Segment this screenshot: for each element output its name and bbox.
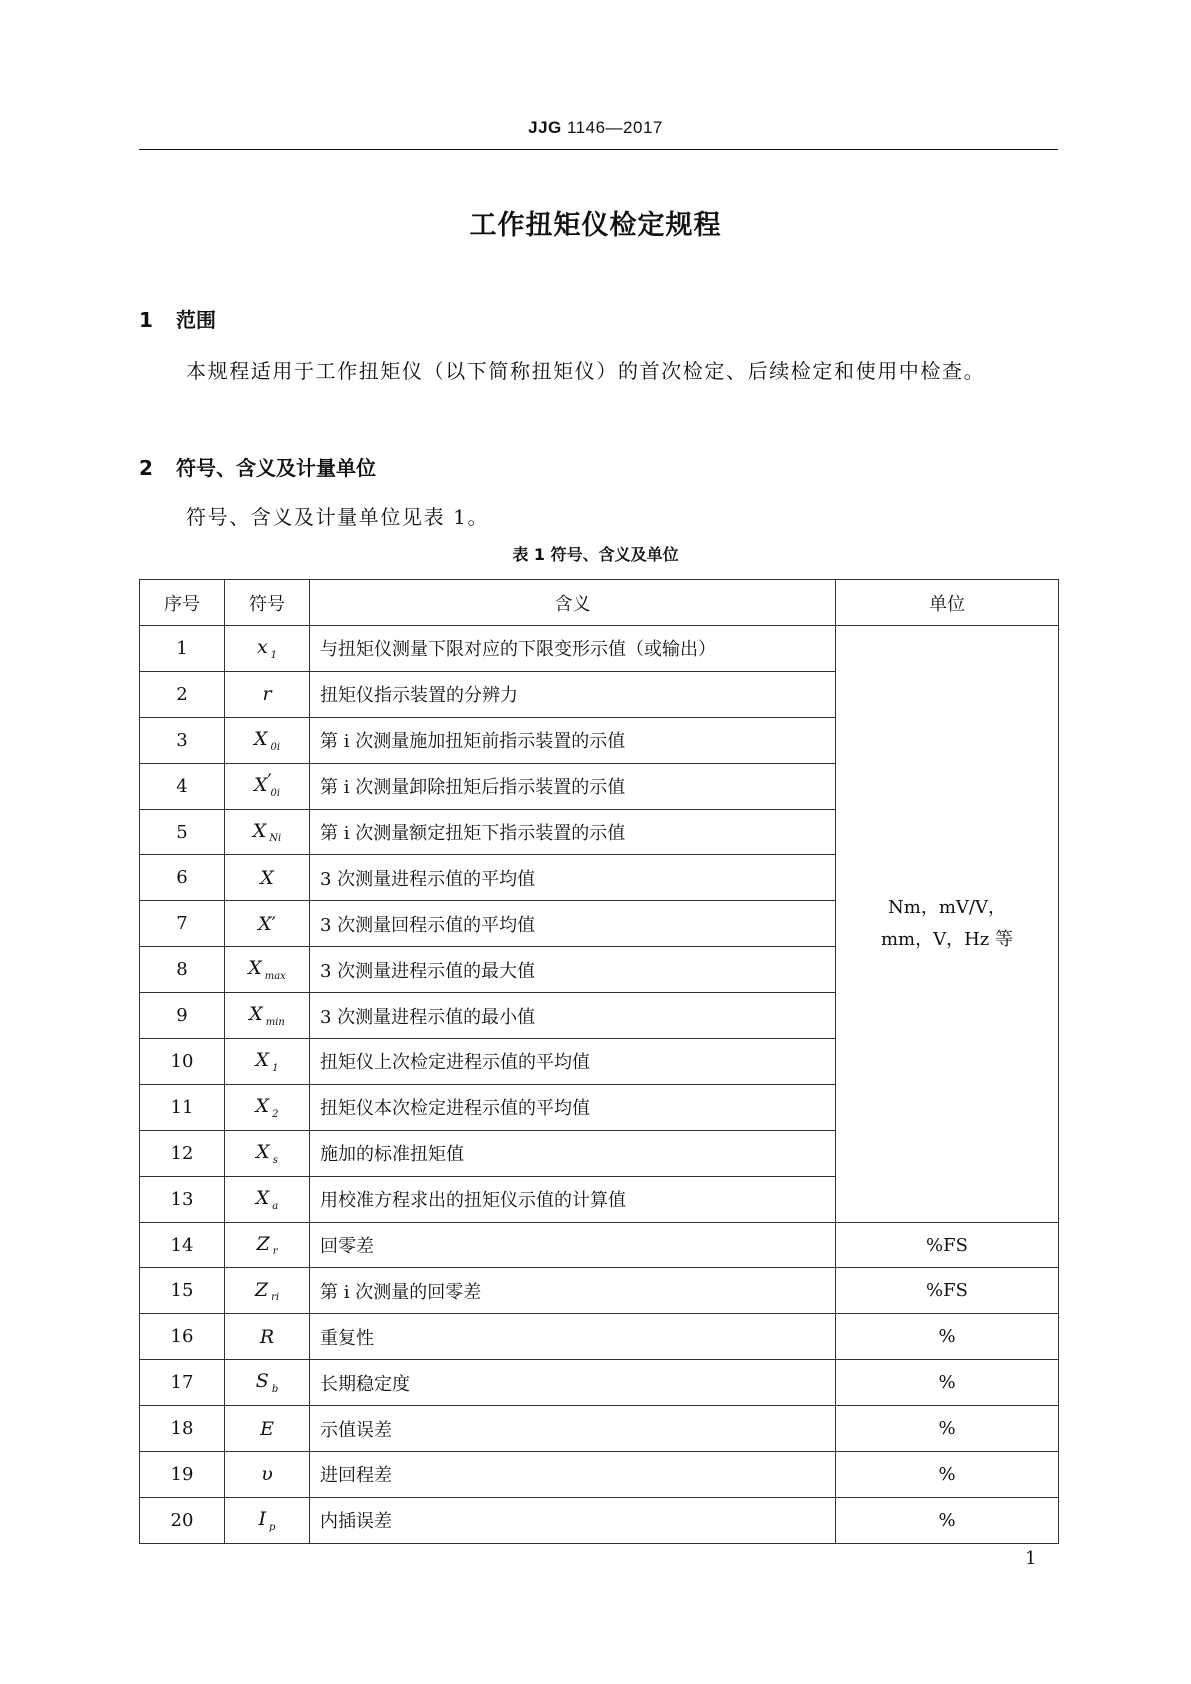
- meaning-cell: 回零差: [310, 1222, 836, 1268]
- symbol-subscript: a: [272, 1200, 279, 1212]
- symbol-subscript: 2: [272, 1108, 279, 1120]
- symbol-subscript: max: [264, 971, 286, 983]
- symbol-base: X: [248, 957, 262, 980]
- symbol-cell: [225, 809, 310, 855]
- symbol-cell: [225, 1222, 310, 1268]
- symbol-base: S: [255, 1370, 269, 1393]
- symbol-base: X: [253, 727, 268, 750]
- symbol-cell: [225, 947, 310, 993]
- meaning-cell: 第 i 次测量的回零差: [310, 1268, 836, 1314]
- symbol-cell: $X'_{0i}$: [225, 763, 310, 809]
- table-row: [140, 626, 1059, 672]
- unit-cell: %: [836, 1452, 1059, 1498]
- symbol-cell: [225, 1039, 310, 1085]
- meaning-cell: 内插误差: [310, 1497, 836, 1543]
- symbol-base: X: [255, 1186, 270, 1209]
- meaning-cell: 长期稳定度: [310, 1360, 836, 1406]
- symbol-subscript: b: [271, 1384, 279, 1396]
- symbol-base: X: [260, 866, 274, 889]
- symbols-table: [139, 579, 1059, 1544]
- merged-unit-cell: [836, 626, 1059, 1223]
- symbol-base: R: [259, 1325, 275, 1348]
- table-row: [140, 1360, 1059, 1406]
- symbol-base: X: [253, 773, 268, 796]
- symbol-base: X: [255, 1049, 270, 1072]
- symbol-base: X: [252, 819, 267, 842]
- row-number-cell: 17: [140, 1360, 225, 1406]
- symbol-base: Z: [256, 1232, 270, 1255]
- symbol-cell: [225, 1360, 310, 1406]
- row-number-cell: 14: [140, 1222, 225, 1268]
- symbol-cell: [225, 717, 310, 763]
- symbol-cell: [225, 626, 310, 672]
- symbol-base: X: [249, 1003, 263, 1026]
- meaning-cell: 3 次测量进程示值的最大值: [310, 947, 836, 993]
- symbol-cell: [225, 901, 310, 947]
- meaning-cell: 示值误差: [310, 1406, 836, 1452]
- row-number-cell: 13: [140, 1176, 225, 1222]
- symbol-cell: [225, 855, 310, 901]
- code-rest: 1146—2017: [561, 118, 663, 137]
- symbol-subscript: p: [269, 1521, 276, 1533]
- document-code-header: [0, 118, 1191, 138]
- section-2-heading: [139, 452, 376, 481]
- row-number-cell: 20: [140, 1497, 225, 1543]
- row-number-cell: 1: [140, 626, 225, 672]
- table-row: [140, 1497, 1059, 1543]
- row-number-cell: 4: [140, 763, 225, 809]
- meaning-cell: 与扭矩仪测量下限对应的下限变形示值（或输出）: [310, 626, 836, 672]
- unit-cell: %: [836, 1406, 1059, 1452]
- symbol-subscript: min: [265, 1016, 285, 1028]
- row-number-cell: 5: [140, 809, 225, 855]
- row-number-cell: 8: [140, 947, 225, 993]
- symbol-base: x: [256, 636, 268, 659]
- symbol-cell: [225, 1084, 310, 1130]
- page-number: 1: [1025, 1548, 1037, 1569]
- row-number-cell: 6: [140, 855, 225, 901]
- meaning-cell: 扭矩仪指示装置的分辨力: [310, 671, 836, 717]
- table-caption: 表 1 符号、含义及单位: [512, 545, 679, 564]
- section-2-title: 符号、含义及计量单位: [176, 456, 376, 480]
- symbol-subscript: 1: [272, 1062, 279, 1074]
- meaning-cell: 用校准方程求出的扭矩仪示值的计算值: [310, 1176, 836, 1222]
- meaning-cell: 第 i 次测量额定扭矩下指示装置的示值: [310, 809, 836, 855]
- page-title: 工作扭矩仪检定规程: [469, 210, 722, 241]
- merged-unit-line: mm，V，Hz 等: [880, 928, 1014, 950]
- unit-cell: %FS: [836, 1222, 1059, 1268]
- section-1-title: 范围: [176, 308, 216, 332]
- symbol-subscript: 1: [270, 649, 278, 661]
- table-row: [140, 1406, 1059, 1452]
- table-header-row: [140, 580, 1059, 626]
- symbol-cell: [225, 1130, 310, 1176]
- row-number-cell: 11: [140, 1084, 225, 1130]
- symbol-prime: ′: [271, 912, 276, 935]
- table-row: [140, 1222, 1059, 1268]
- section-2-text: 符号、含义及计量单位见表 1。: [186, 505, 490, 529]
- symbol-subscript: s: [272, 1154, 278, 1166]
- table-row: [140, 1314, 1059, 1360]
- symbol-cell: [225, 1497, 310, 1543]
- meaning-cell: 3 次测量回程示值的平均值: [310, 901, 836, 947]
- row-number-cell: 7: [140, 901, 225, 947]
- meaning-cell: 扭矩仪上次检定进程示值的平均值: [310, 1039, 836, 1085]
- header-cell: 符号: [225, 580, 310, 626]
- row-number-cell: 10: [140, 1039, 225, 1085]
- meaning-cell: 重复性: [310, 1314, 836, 1360]
- symbol-base: X: [255, 1094, 270, 1117]
- meaning-cell: 扭矩仪本次检定进程示值的平均值: [310, 1084, 836, 1130]
- section-1-text: 本规程适用于工作扭矩仪（以下简称扭矩仪）的首次检定、后续检定和使用中检查。: [186, 359, 986, 383]
- unit-cell: %: [836, 1314, 1059, 1360]
- table-row: [140, 1452, 1059, 1498]
- symbol-base: X: [256, 1140, 270, 1163]
- symbol-subscript: Ni: [269, 833, 282, 845]
- symbol-cell: [225, 1452, 310, 1498]
- meaning-cell: 3 次测量进程示值的最小值: [310, 993, 836, 1039]
- row-number-cell: 19: [140, 1452, 225, 1498]
- symbol-subscript: r: [272, 1246, 278, 1258]
- header-cell: 含义: [310, 580, 836, 626]
- section-2-number: 2: [139, 456, 153, 480]
- code-prefix: JJG: [528, 118, 562, 137]
- symbol-base: Z: [254, 1278, 269, 1301]
- symbol-cell: [225, 1268, 310, 1314]
- symbol-base: r: [262, 683, 272, 706]
- meaning-cell: 3 次测量进程示值的平均值: [310, 855, 836, 901]
- meaning-cell: 进回程差: [310, 1452, 836, 1498]
- symbol-subscript: 0i: [270, 741, 281, 753]
- row-number-cell: 9: [140, 993, 225, 1039]
- unit-cell: %: [836, 1360, 1059, 1406]
- symbol-cell: [225, 1314, 310, 1360]
- header-rule: [139, 149, 1058, 150]
- header-cell: 序号: [140, 580, 225, 626]
- section-1-number: 1: [139, 308, 153, 332]
- meaning-cell: 施加的标准扭矩值: [310, 1130, 836, 1176]
- row-number-cell: 3: [140, 717, 225, 763]
- symbol-base: E: [260, 1417, 274, 1440]
- row-number-cell: 2: [140, 671, 225, 717]
- row-number-cell: 15: [140, 1268, 225, 1314]
- symbol-base: X: [258, 912, 272, 935]
- section-1-heading: [139, 304, 216, 333]
- symbol-base: I: [258, 1507, 267, 1530]
- symbol-subscript: ri: [271, 1292, 280, 1304]
- symbol-cell: [225, 1176, 310, 1222]
- symbol-cell: [225, 1406, 310, 1452]
- merged-unit-line: Nm，mV/V，: [888, 896, 1006, 918]
- symbol-base: υ: [261, 1463, 273, 1486]
- symbol-cell: [225, 993, 310, 1039]
- row-number-cell: 16: [140, 1314, 225, 1360]
- row-number-cell: 12: [140, 1130, 225, 1176]
- unit-cell: %FS: [836, 1268, 1059, 1314]
- meaning-cell: 第 i 次测量卸除扭矩后指示装置的示值: [310, 763, 836, 809]
- row-number-cell: 18: [140, 1406, 225, 1452]
- table-row: [140, 1268, 1059, 1314]
- symbol-cell: [225, 671, 310, 717]
- header-cell: 单位: [836, 580, 1059, 626]
- symbol-subscript: 0i: [270, 787, 281, 799]
- unit-cell: %: [836, 1497, 1059, 1543]
- meaning-cell: 第 i 次测量施加扭矩前指示装置的示值: [310, 717, 836, 763]
